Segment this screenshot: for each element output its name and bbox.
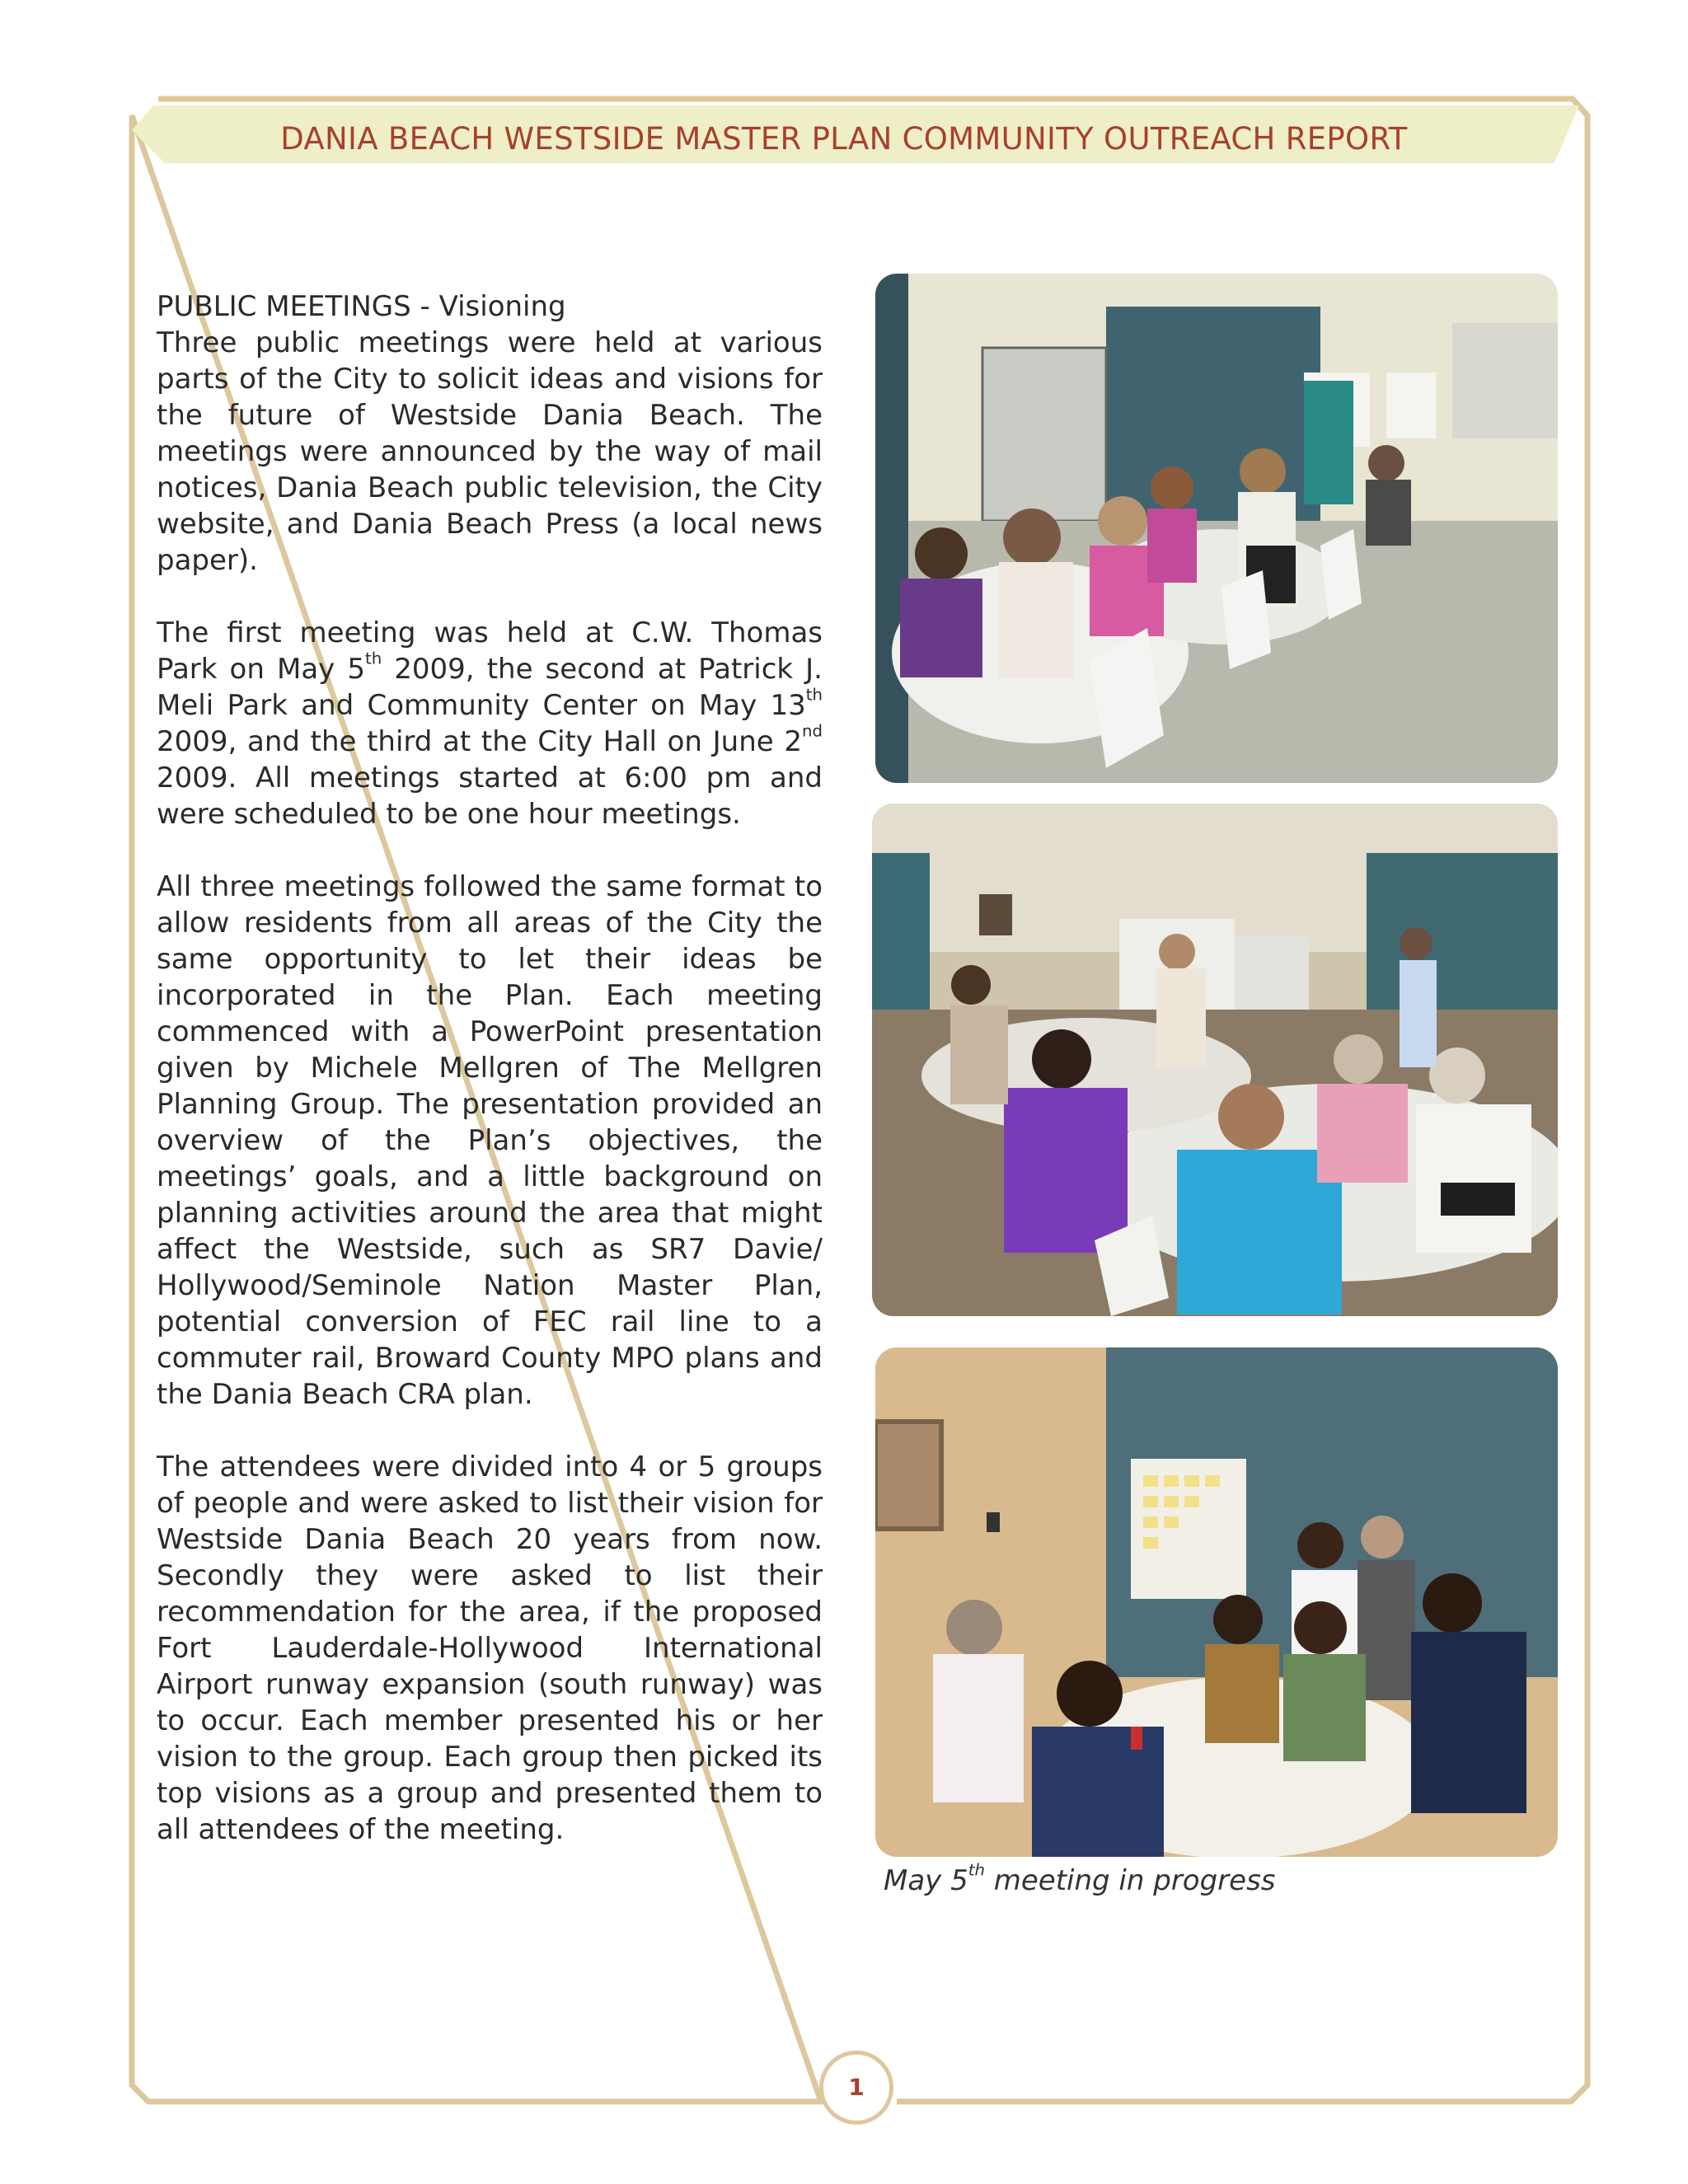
text-run: 2009. All meetings started at 6:00 pm and were scheduled to be one hour meetings. bbox=[157, 762, 823, 831]
page-number: 1 bbox=[819, 2050, 893, 2125]
text-run: 2009, the second at Patrick J. Meli Park and Community Center on May 13 bbox=[157, 653, 823, 722]
meeting-photo-2 bbox=[872, 804, 1558, 1316]
ordinal-suffix: th bbox=[805, 685, 823, 705]
ordinal-suffix: th bbox=[364, 649, 382, 668]
paragraph-intro: Three public meetings were held at various parts of the City to solicit ideas and visions for the future of Westside Dania Beach. The meetings were announced by the way of mail notices, Dania Beach public television, the City website, and Dania Beach Press (a local news paper). bbox=[157, 326, 823, 577]
body-text bbox=[157, 288, 823, 1848]
photo-caption bbox=[884, 1860, 1276, 1897]
text-run: 2009, and the third at the City Hall on June 2 bbox=[157, 725, 802, 758]
meeting-photo-1 bbox=[875, 274, 1558, 783]
paragraph-groups: The attendees were divided into 4 or 5 groups of people and were asked to list their vision for Westside Dania Beach 20 years from now. Secondly they were asked to list their recommendation for the area, if the proposed Fort Lauderdale-Hollywood International Airport runway expansion (south runway) was to occur. Each member presented his or her vision to the group. Each group then picked its top visions as a group and presented them to all attendees of the meeting. bbox=[157, 1451, 823, 1846]
report-title: DANIA BEACH WESTSIDE MASTER PLAN COMMUNITY OUTREACH REPORT bbox=[280, 121, 1408, 157]
paragraph-meeting-dates bbox=[157, 615, 823, 832]
caption-text: meeting in progress bbox=[984, 1864, 1276, 1897]
caption-text: May 5 bbox=[884, 1864, 968, 1897]
meeting-photo-3 bbox=[875, 1347, 1558, 1857]
ordinal-suffix: nd bbox=[802, 721, 823, 741]
section-heading: PUBLIC MEETINGS - Visioning bbox=[157, 290, 566, 323]
text-run: The first meeting was held at C.W. Thomas Park on May 5 bbox=[157, 616, 823, 686]
ordinal-suffix: th bbox=[968, 1860, 985, 1880]
paragraph-format: All three meetings followed the same format to allow residents from all areas of the City the same opportunity to let their ideas be incorporated in the Plan. Each meeting commenced with a PowerPoint presentation given by Michele Mellgren of The Mellgren Planning Group. The presentation provided an overview of the Plan’s objectives, the meetings’ goals, and a little background on planning activities around the area that might affect the Westside, such as SR7 Davie/ Hollywood/Seminole Nation Master Plan, potential conversion of FEC rail line to a commuter rail, Broward County MPO plans and the Dania Beach CRA plan. bbox=[157, 870, 823, 1411]
